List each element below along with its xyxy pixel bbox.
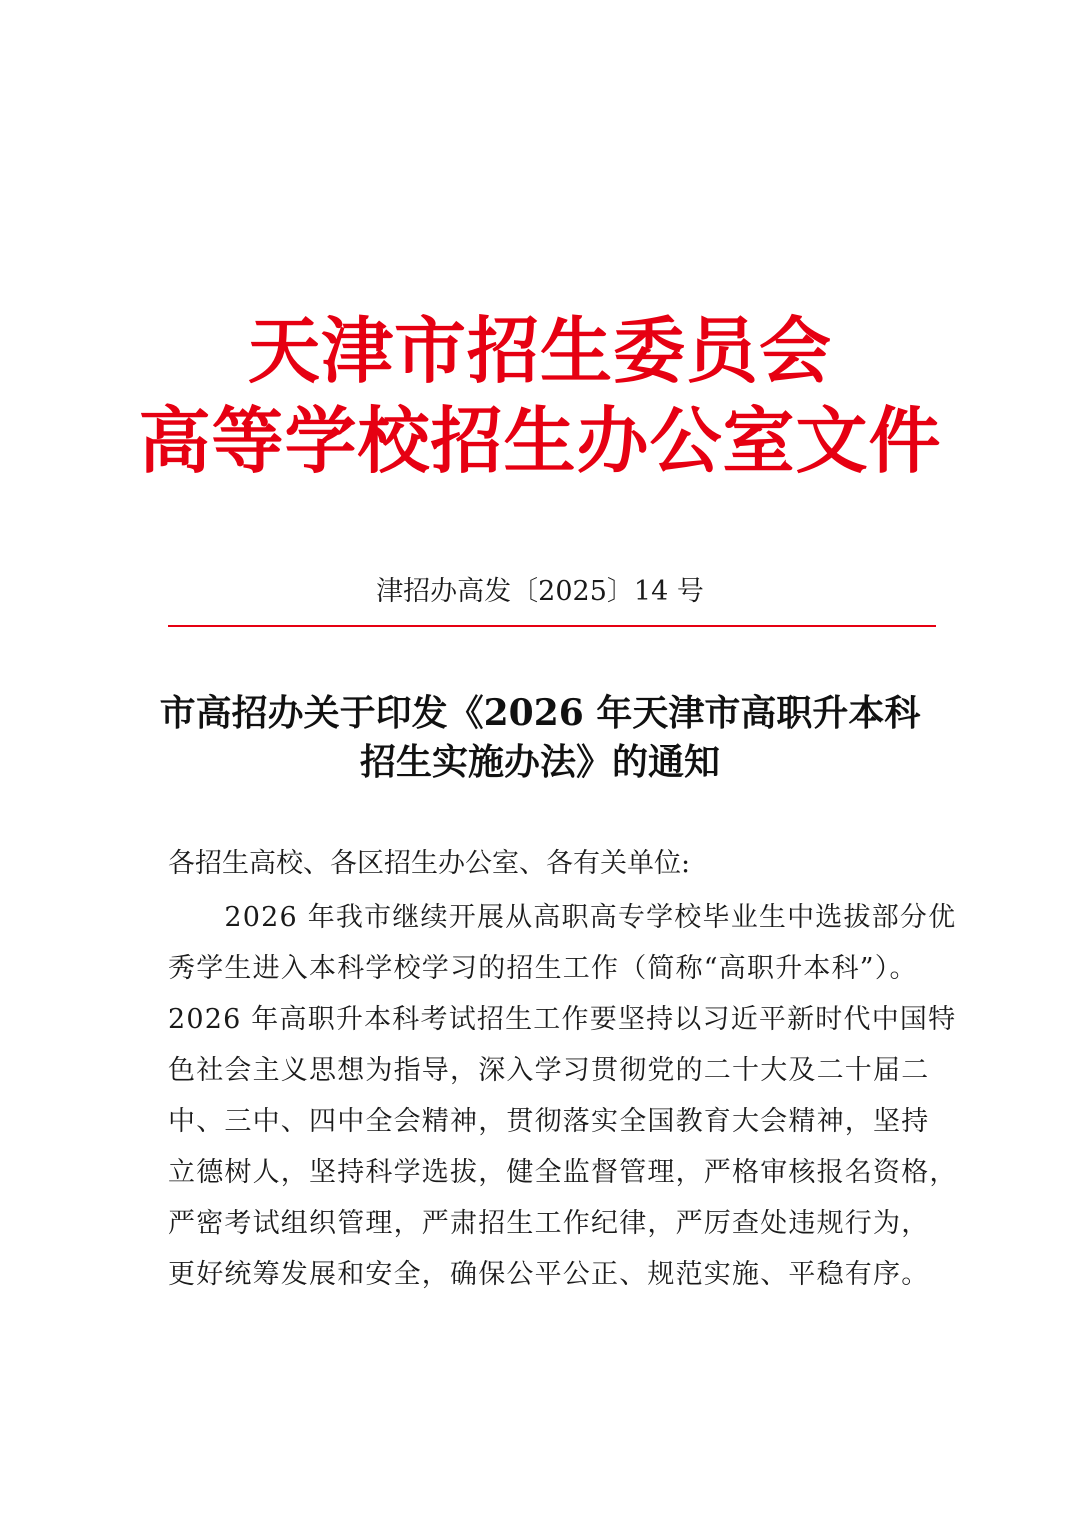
body-line-1: 2026 年我市继续开展从高职高专学校毕业生中选拔部分优 xyxy=(168,902,957,933)
masthead-title-line2: 高等学校招生办公室文件 xyxy=(138,398,942,483)
notice-title-line2: 招生实施办法》的通知 xyxy=(359,741,720,783)
masthead-title-line1: 天津市招生委员会 xyxy=(247,308,832,393)
document-number: 津招办高发〔2025〕14 号 xyxy=(376,576,704,607)
body-line-6: 立德树人，坚持科学选拔，健全监督管理，严格审核报名资格， xyxy=(168,1157,958,1188)
body-line-2: 秀学生进入本科学校学习的招生工作（简称“高职升本科”）。 xyxy=(168,953,918,984)
body-line-3: 2026 年高职升本科考试招生工作要坚持以习近平新时代中国特 xyxy=(168,1004,957,1035)
salutation: 各招生高校、各区招生办公室、各有关单位: xyxy=(168,848,691,879)
body-line-8: 更好统筹发展和安全，确保公平公正、规范实施、平稳有序。 xyxy=(168,1259,930,1290)
body-line-5: 中、三中、四中全会精神，贯彻落实全国教育大会精神，坚持 xyxy=(168,1106,930,1137)
body-line-4: 色社会主义思想为指导，深入学习贯彻党的二十大及二十届二 xyxy=(168,1055,930,1086)
notice-title-line1: 市高招办关于印发《2026 年天津市高职升本科 xyxy=(159,692,921,734)
red-divider-line xyxy=(168,625,936,627)
body-line-7: 严密考试组织管理，严肃招生工作纪律，严厉查处违规行为， xyxy=(168,1208,930,1239)
